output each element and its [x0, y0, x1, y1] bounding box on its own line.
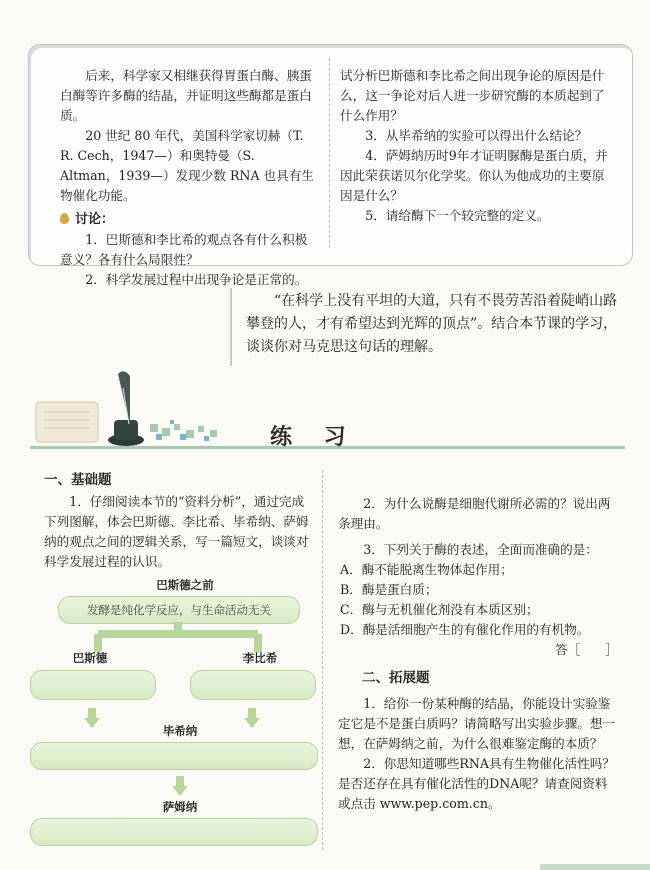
discussion-label: 讨论：	[75, 212, 115, 227]
flow-box-pasteur	[30, 670, 156, 700]
flow-label-before-pasteur: 巴斯德之前	[156, 578, 214, 592]
basic-question-3: 3．下列关于酶的表述，全面而准确的是：	[363, 542, 598, 557]
flow-box-liebig	[190, 670, 316, 700]
right-questions-column	[338, 494, 618, 814]
discussion-question: 3．从毕希纳的实验可以得出什么结论？	[365, 128, 588, 143]
down-arrow-icon	[172, 776, 188, 796]
down-arrow-icon	[244, 708, 260, 728]
basic-questions-column	[44, 470, 314, 572]
option-d: D．酶是活细胞产生的有催化作用的有机物。	[340, 622, 590, 637]
discussion-question: 4．萨姆纳历时9年才证明脲酶是蛋白质，并因此荣获诺贝尔化学奖。你认为他成功的主要原因是什么？	[340, 148, 608, 203]
column-divider	[329, 58, 330, 248]
column-divider	[322, 470, 323, 850]
answer-blank: 答［ ］	[555, 642, 618, 657]
basic-question-1: 1．仔细阅读本节的“资料分析”，通过完成下列图解，体会巴斯德、李比希、毕希纳、萨姆纳的观点之间的逻辑关系，写一篇短文，谈谈对科学发展过程的认识。	[44, 494, 309, 569]
discussion-question: 5．请给酶下一个较完整的定义。	[365, 208, 550, 223]
discussion-question: 2．科学发展过程中出现争论是正常的。	[85, 272, 308, 287]
flow-label-sumner: 萨姆纳	[162, 800, 198, 814]
down-arrow-icon	[84, 708, 100, 728]
extension-question-1: 1．给你一份某种酶的结晶，你能设计实验鉴定它是不是蛋白质吗？请简略写出实验步骤。想一想，在萨姆纳之前，为什么很难鉴定酶的本质？	[338, 696, 616, 751]
flow-label-liebig: 李比希	[242, 651, 278, 665]
marx-quote: “在科学上没有平坦的大道，只有不畏劳苦沿着陡峭山路攀登的人，才有希望达到光辉的顶点”。结合本节课的学习，谈谈你对马克思这句话的理解。	[246, 293, 618, 355]
page-corner-decoration	[520, 858, 650, 870]
top-left-column	[60, 66, 315, 290]
flow-box-buchner	[30, 742, 318, 770]
option-a: A．酶不能脱离生物体起作用；	[340, 562, 513, 577]
extension-heading: 二、拓展题	[362, 670, 430, 686]
paragraph: 20 世纪 80 年代，美国科学家切赫（T. R. Cech，1947—）和奥特曼（S. Altman，1939—）发现少数 RNA 也具有生物催化功能。	[60, 128, 314, 203]
discussion-question: 试分析巴斯德和李比希之间出现争论的原因是什么，这一争论对后人进一步研究酶的本质起到了什么作用？	[340, 68, 605, 123]
flow-label-buchner: 毕希纳	[162, 724, 198, 738]
drop-icon	[60, 213, 69, 224]
discussion-question: 1．巴斯德和李比希的观点各有什么积极意义？各有什么局限性？	[60, 232, 308, 267]
exercise-title: 练 习	[270, 425, 358, 450]
discussion-heading	[60, 210, 315, 230]
option-c: C．酶与无机催化剂没有本质区别；	[340, 602, 539, 617]
basic-heading: 一、基础题	[44, 472, 112, 488]
flow-box-sumner	[30, 818, 318, 846]
flow-box-before-pasteur	[58, 596, 300, 624]
quote-rule	[230, 288, 232, 366]
top-right-column	[340, 66, 610, 226]
quill-inkpot-icon	[30, 368, 230, 450]
paragraph: 后来，科学家又相继获得胃蛋白酶、胰蛋白酶等许多酶的结晶，并证明这些酶都是蛋白质。	[60, 68, 312, 123]
flow-box-text: 发酵是纯化学反应，与生命活动无关	[87, 603, 271, 617]
option-b: B．酶是蛋白质；	[340, 582, 438, 597]
basic-question-2: 2．为什么说酶是细胞代谢所必需的？说出两条理由。	[338, 496, 611, 531]
extension-question-2: 2．你思知道哪些RNA具有生物催化活性吗？是否还存在具有催化活性的DNA呢？请查阅资料或点击 www.pep.com.cn。	[338, 756, 615, 811]
flow-label-pasteur: 巴斯德	[72, 651, 108, 665]
